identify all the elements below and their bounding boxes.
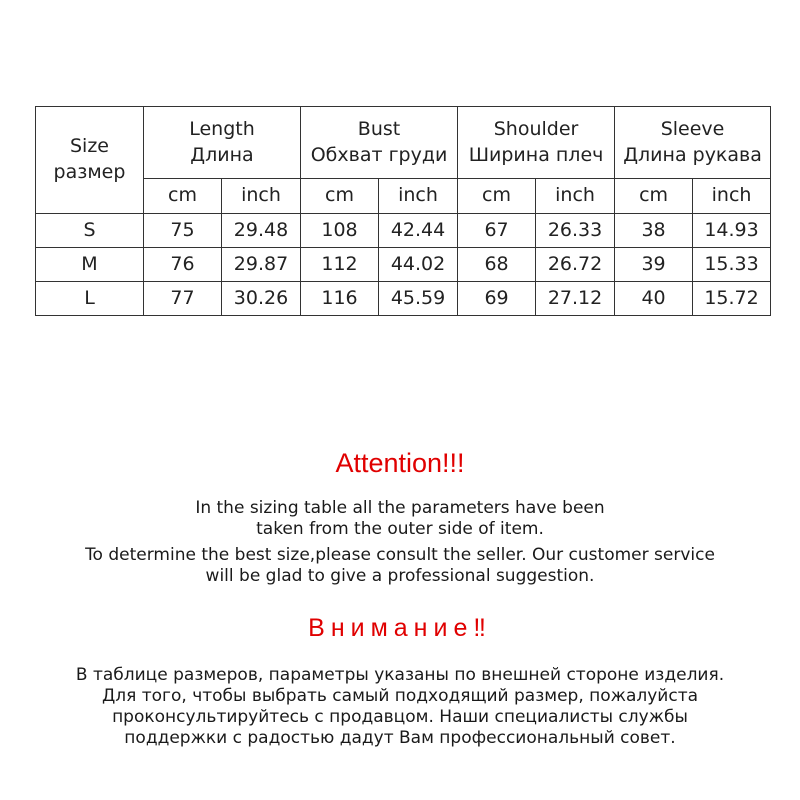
vnimanie-heading: Внимание‼ xyxy=(308,614,492,642)
table-cell: 29.87 xyxy=(222,248,301,282)
notice-line: Для того, чтобы выбрать самый подходящий размер, пожалуйста xyxy=(101,686,699,706)
shoulder-header-en: Shoulder xyxy=(493,117,579,140)
sleeve-header-ru: Длина рукава xyxy=(623,143,762,166)
table-cell: 68 xyxy=(458,248,536,282)
table-header-row xyxy=(36,107,771,179)
shoulder-header-ru: Ширина плеч xyxy=(468,143,604,166)
table-cell: 26.72 xyxy=(536,248,615,282)
table-cell: 44.02 xyxy=(379,248,458,282)
attention-notice-en xyxy=(0,498,800,587)
unit-cell: cm xyxy=(615,179,693,214)
attention-notice-ru xyxy=(0,665,800,749)
sleeve-header-cell xyxy=(615,107,771,179)
table-cell: 14.93 xyxy=(693,214,771,248)
table-cell: 26.33 xyxy=(536,214,615,248)
table-cell: 45.59 xyxy=(379,282,458,316)
unit-cell: inch xyxy=(222,179,301,214)
size-cell: L xyxy=(36,282,144,316)
notice-line: taken from the outer side of item. xyxy=(256,519,544,539)
notice-line: В таблице размеров, параметры указаны по внешней стороне изделия. xyxy=(75,665,725,685)
table-cell: 116 xyxy=(301,282,379,316)
attention-heading: Attention!!! xyxy=(335,448,465,478)
table-cell: 112 xyxy=(301,248,379,282)
notice-line: проконсультируйтесь с продавцом. Наши специалисты службы xyxy=(112,707,688,727)
table-cell: 40 xyxy=(615,282,693,316)
table-cell: 30.26 xyxy=(222,282,301,316)
length-header-en: Length xyxy=(189,117,255,140)
length-header-ru: Длина xyxy=(190,143,254,166)
table-row-m xyxy=(36,248,771,282)
table-cell: 38 xyxy=(615,214,693,248)
size-header-cell xyxy=(36,107,144,214)
table-cell: 42.44 xyxy=(379,214,458,248)
table-cell: 108 xyxy=(301,214,379,248)
sleeve-header-en: Sleeve xyxy=(660,117,725,140)
unit-cell: inch xyxy=(536,179,615,214)
table-cell: 29.48 xyxy=(222,214,301,248)
bust-header-ru: Обхват груди xyxy=(310,143,448,166)
unit-cell: cm xyxy=(458,179,536,214)
unit-cell: inch xyxy=(379,179,458,214)
table-cell: 67 xyxy=(458,214,536,248)
bust-header-en: Bust xyxy=(357,117,401,140)
size-header-en: Size xyxy=(69,135,109,158)
table-cell: 77 xyxy=(144,282,222,316)
notice-line: In the sizing table all the parameters have been xyxy=(195,498,605,518)
table-cell: 15.72 xyxy=(693,282,771,316)
table-cell: 69 xyxy=(458,282,536,316)
table-cell: 76 xyxy=(144,248,222,282)
unit-cell: cm xyxy=(144,179,222,214)
shoulder-header-cell xyxy=(458,107,615,179)
table-cell: 15.33 xyxy=(693,248,771,282)
table-row-l xyxy=(36,282,771,316)
table-cell: 39 xyxy=(615,248,693,282)
unit-cell: inch xyxy=(693,179,771,214)
notice-line: will be glad to give a professional suggestion. xyxy=(205,566,595,586)
units-row xyxy=(36,179,771,214)
bust-header-cell xyxy=(301,107,458,179)
table-row-s xyxy=(36,214,771,248)
size-cell: M xyxy=(36,248,144,282)
length-header-cell xyxy=(144,107,301,179)
size-chart-table xyxy=(35,106,771,316)
notice-line: поддержки с радостью дадут Вам профессиональный совет. xyxy=(124,728,676,748)
table-cell: 75 xyxy=(144,214,222,248)
size-header-ru: размер xyxy=(53,161,126,183)
table-cell: 27.12 xyxy=(536,282,615,316)
notice-line: To determine the best size,please consult the seller. Our customer service xyxy=(85,545,715,565)
unit-cell: cm xyxy=(301,179,379,214)
size-cell: S xyxy=(36,214,144,248)
